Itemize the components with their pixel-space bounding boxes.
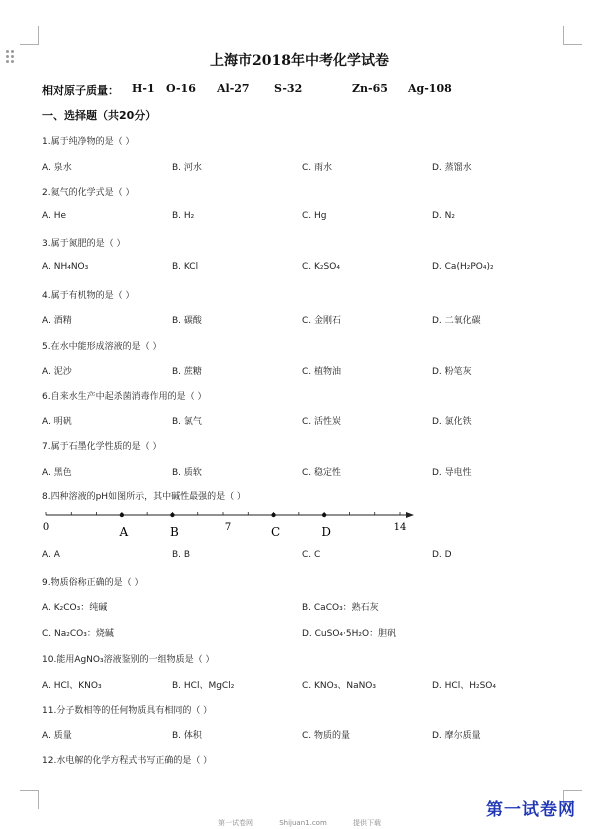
question-option: D. HCl、H₂SO₄ bbox=[432, 681, 496, 691]
question-option: C. KNO₃、NaNO₃ bbox=[302, 681, 377, 691]
tick-label-0: 0 bbox=[42, 522, 50, 533]
question-option: D. 摩尔质量 bbox=[432, 731, 481, 741]
question-option: D. 导电性 bbox=[432, 468, 472, 478]
question-option: B. 质软 bbox=[172, 468, 202, 478]
corner-mark-bottom-left bbox=[20, 790, 39, 809]
question-option: C. 稳定性 bbox=[302, 468, 342, 478]
question-option: B. 河水 bbox=[172, 163, 202, 173]
number-line-arrow bbox=[406, 512, 414, 518]
question-option: A. 泉水 bbox=[42, 163, 72, 173]
footer-site-url: Shijuan1.com bbox=[279, 819, 327, 827]
question-option: D. CuSO₄·5H₂O：胆矾 bbox=[302, 629, 397, 639]
page-title: 上海市2018年中考化学试卷 bbox=[210, 53, 389, 69]
atomic-mass-ag: Ag-108 bbox=[408, 82, 452, 95]
question-stem: 8.四种溶液的pH如图所示，其中碱性最强的是（ ） bbox=[42, 492, 246, 502]
question-stem: 6.自来水生产中起杀菌消毒作用的是（ ） bbox=[42, 392, 207, 402]
question-stem: 7.属于石墨化学性质的是（ ） bbox=[42, 442, 162, 452]
question-option: A. NH₄NO₃ bbox=[42, 262, 89, 272]
section-heading: 一、选择题（共20分） bbox=[42, 109, 157, 122]
site-logo: 第一试卷网 bbox=[486, 800, 576, 820]
question-option: B. HCl、MgCl₂ bbox=[172, 681, 235, 691]
ph-point-label-b: B bbox=[170, 525, 179, 539]
question-option: B. H₂ bbox=[172, 211, 195, 221]
question-option: A. A bbox=[42, 550, 60, 560]
atomic-mass-al: Al-27 bbox=[217, 82, 250, 95]
question-stem: 2.氦气的化学式是（ ） bbox=[42, 188, 135, 198]
ph-number-line bbox=[36, 504, 426, 544]
question-stem: 12.水电解的化学方程式书写正确的是（ ） bbox=[42, 756, 213, 766]
question-stem: 11.分子数相等的任何物质具有相同的（ ） bbox=[42, 706, 213, 716]
question-stem: 4.属于有机物的是（ ） bbox=[42, 291, 135, 301]
question-option: D. 氯化铁 bbox=[432, 417, 472, 427]
tick-label-14: 14 bbox=[393, 522, 407, 533]
ph-point-c bbox=[271, 513, 275, 517]
tick-label-7: 7 bbox=[224, 522, 232, 533]
corner-mark-top-left bbox=[20, 26, 39, 45]
ph-point-a bbox=[120, 513, 124, 517]
question-option: D. Ca(H₂PO₄)₂ bbox=[432, 262, 494, 272]
question-option: A. 泥沙 bbox=[42, 367, 72, 377]
question-stem: 10.能用AgNO₃溶液鉴别的一组物质是（ ） bbox=[42, 655, 215, 665]
question-option: A. K₂CO₃：纯碱 bbox=[42, 603, 108, 613]
atomic-mass-zn: Zn-65 bbox=[352, 82, 388, 95]
question-option: C. 植物油 bbox=[302, 367, 342, 377]
question-option: C. 活性炭 bbox=[302, 417, 342, 427]
question-stem: 5.在水中能形成溶液的是（ ） bbox=[42, 342, 162, 352]
question-option: C. 金刚石 bbox=[302, 316, 342, 326]
question-option: A. 黑色 bbox=[42, 468, 72, 478]
question-option: C. Na₂CO₃：烧碱 bbox=[42, 629, 114, 639]
atomic-mass-h: H-1 bbox=[132, 82, 155, 95]
question-option: D. D bbox=[432, 550, 452, 560]
question-option: A. 质量 bbox=[42, 731, 72, 741]
question-option: D. 粉笔灰 bbox=[432, 367, 472, 377]
atomic-mass-o: O-16 bbox=[166, 82, 196, 95]
ph-point-label-a: A bbox=[119, 525, 129, 539]
question-stem: 9.物质俗称正确的是（ ） bbox=[42, 578, 144, 588]
ph-point-b bbox=[170, 513, 174, 517]
question-option: B. B bbox=[172, 550, 191, 560]
question-option: D. 二氧化碳 bbox=[432, 316, 481, 326]
question-option: D. 蒸馏水 bbox=[432, 163, 472, 173]
question-option: A. HCl、KNO₃ bbox=[42, 681, 102, 691]
question-option: C. K₂SO₄ bbox=[302, 262, 340, 272]
question-option: C. 雨水 bbox=[302, 163, 333, 173]
question-option: B. 蔗糖 bbox=[172, 367, 202, 377]
ph-point-label-d: D bbox=[321, 525, 331, 539]
question-option: C. C bbox=[302, 550, 321, 560]
question-stem: 3.属于氮肥的是（ ） bbox=[42, 239, 126, 249]
question-option: D. N₂ bbox=[432, 211, 455, 221]
atomic-masses-label: 相对原子质量： bbox=[42, 84, 119, 97]
question-option: B. KCl bbox=[172, 262, 199, 272]
question-option: B. 碳酸 bbox=[172, 316, 202, 326]
question-option: A. 明矾 bbox=[42, 417, 72, 427]
atomic-mass-s: S-32 bbox=[274, 82, 303, 95]
ph-point-d bbox=[322, 513, 326, 517]
question-option: A. He bbox=[42, 211, 67, 221]
question-option: C. Hg bbox=[302, 211, 327, 221]
question-option: C. 物质的量 bbox=[302, 731, 351, 741]
question-option: B. CaCO₃：熟石灰 bbox=[302, 603, 379, 613]
footer-site-name: 第一试卷网 bbox=[217, 819, 253, 827]
footer-download-note: 提供下载 bbox=[353, 819, 382, 827]
corner-mark-top-right bbox=[563, 26, 582, 45]
ph-point-label-c: C bbox=[270, 525, 281, 539]
question-stem: 1.属于纯净物的是（ ） bbox=[42, 137, 135, 147]
question-option: A. 酒精 bbox=[42, 316, 72, 326]
question-option: B. 氯气 bbox=[172, 417, 202, 427]
question-option: B. 体积 bbox=[172, 731, 202, 741]
